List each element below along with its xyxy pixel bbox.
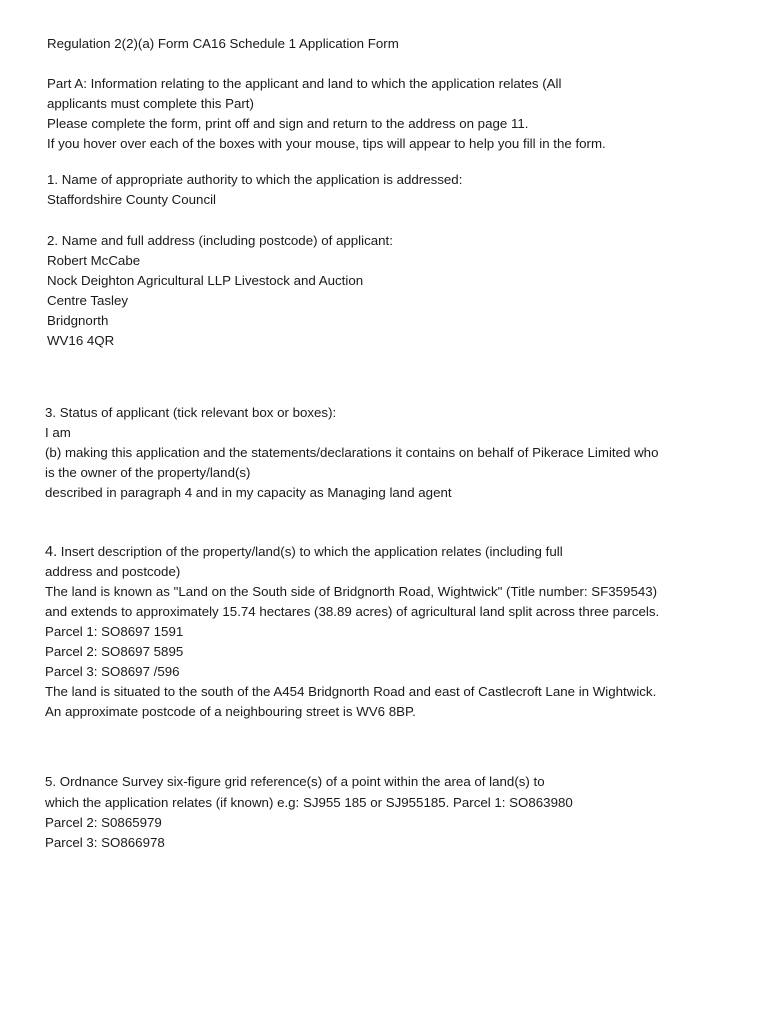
- section-4-question: [45, 544, 563, 560]
- part-a-heading-line-1: Part A: Information relating to the applicant and land to which the application relates (All: [47, 76, 562, 91]
- section-3-line-4: described in paragraph 4 and in my capacity as Managing land agent: [45, 485, 452, 500]
- section-4-number: 4.: [45, 544, 58, 560]
- form-title: Regulation 2(2)(a) Form CA16 Schedule 1 Application Form: [47, 36, 399, 51]
- section-2-question: 2. Name and full address (including postcode) of applicant:: [47, 233, 393, 248]
- part-a-heading-line-2: applicants must complete this Part): [47, 96, 254, 111]
- section-4-line-7: An approximate postcode of a neighbouring street is WV6 8BP.: [45, 704, 416, 719]
- section-4-parcel-1: Parcel 1: SO8697 1591: [45, 624, 184, 639]
- section-4-line-1: The land is known as "Land on the South side of Bridgnorth Road, Wightwick" (Title number: SF359543): [45, 584, 658, 599]
- section-3-line-2: (b) making this application and the statements/declarations it contains on behalf of Pikerace Limited who: [45, 445, 659, 460]
- applicant-address-line-1: Nock Deighton Agricultural LLP Livestock and Auction: [47, 273, 364, 288]
- part-a-instruction-2: If you hover over each of the boxes with your mouse, tips will appear to help you fill in the form.: [47, 136, 606, 151]
- part-a-instruction-1: Please complete the form, print off and sign and return to the address on page 11.: [47, 116, 529, 131]
- applicant-address-line-2: Centre Tasley: [47, 293, 129, 308]
- applicant-address-line-3: Bridgnorth: [47, 313, 109, 328]
- section-1-question: 1. Name of appropriate authority to which the application is addressed:: [47, 172, 463, 187]
- applicant-name: Robert McCabe: [47, 253, 141, 268]
- section-3-line-1: I am: [45, 425, 71, 440]
- section-4-parcel-2: Parcel 2: SO8697 5895: [45, 644, 184, 659]
- section-4-parcel-3: Parcel 3: SO8697 /596: [45, 664, 180, 679]
- section-5-line-1: which the application relates (if known) e.g: SJ955 185 or SJ955185. Parcel 1: SO863980: [45, 795, 573, 810]
- section-4-question-text: Insert description of the property/land(s) to which the application relates (including full: [57, 544, 563, 559]
- section-5-parcel-3: Parcel 3: SO866978: [45, 835, 165, 850]
- section-4-line-2: and extends to approximately 15.74 hectares (38.89 acres) of agricultural land split across three parcels.: [45, 604, 660, 619]
- section-5-question: 5. Ordnance Survey six-figure grid reference(s) of a point within the area of land(s) to: [45, 774, 545, 789]
- section-4-line-6: The land is situated to the south of the A454 Bridgnorth Road and east of Castlecroft Lane in Wightwick.: [45, 684, 657, 699]
- section-3-line-3: is the owner of the property/land(s): [45, 465, 251, 480]
- section-1-answer: Staffordshire County Council: [47, 192, 217, 207]
- section-4-question-cont: address and postcode): [45, 564, 181, 579]
- applicant-postcode: WV16 4QR: [47, 333, 115, 348]
- section-3-question: 3. Status of applicant (tick relevant box or boxes):: [45, 405, 337, 420]
- section-5-parcel-2: Parcel 2: S0865979: [45, 815, 162, 830]
